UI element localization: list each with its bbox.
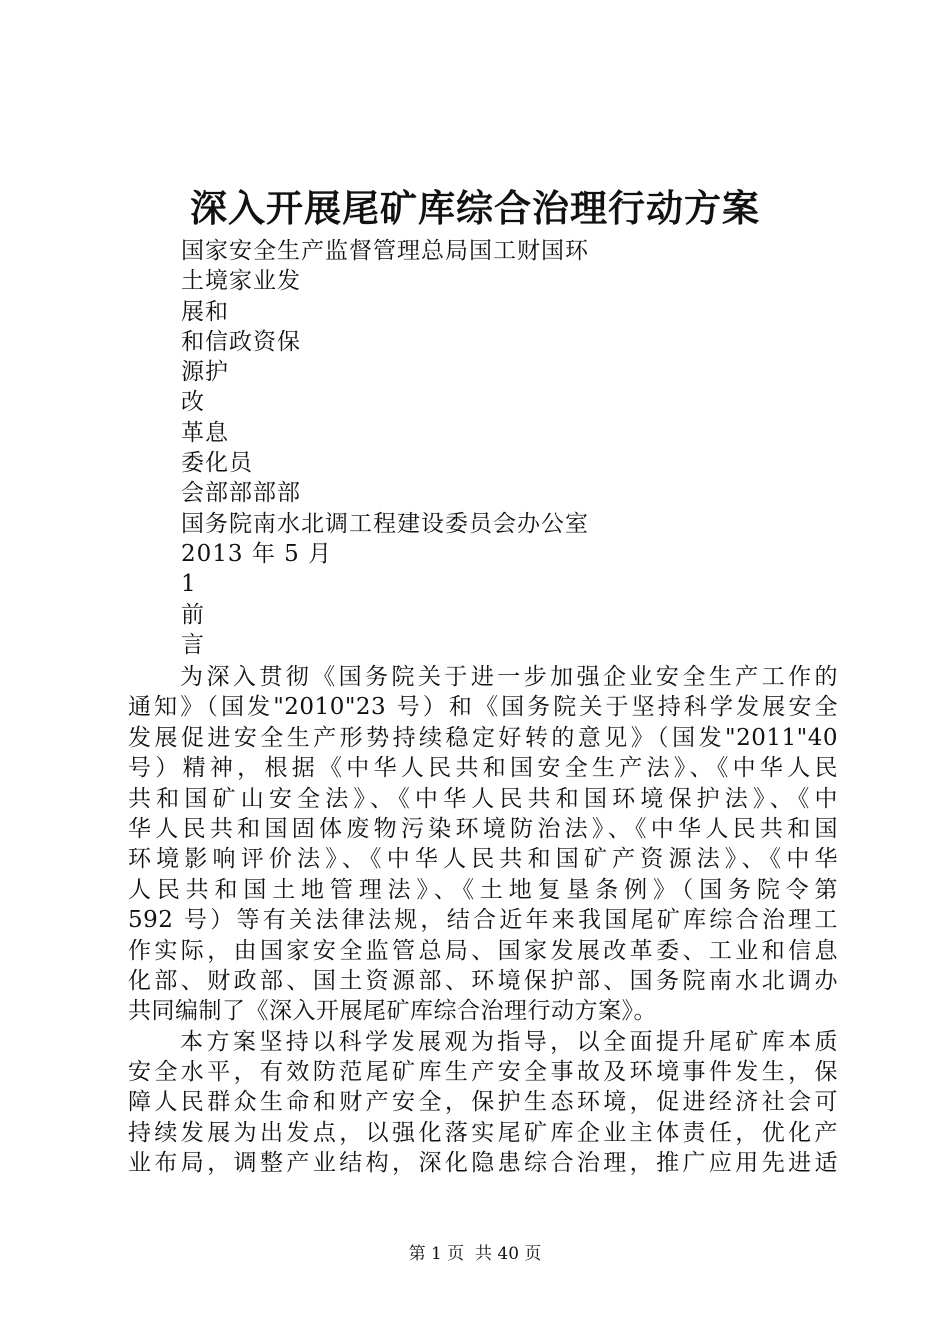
page-footer: 第 1 页 共 40 页 [408, 1244, 542, 1264]
issuer-line: 会部部部部 [181, 480, 301, 507]
document-title: 深入开展尾矿库综合治理行动方案 [190, 186, 760, 230]
issuer-line: 国家安全生产监督管理总局国工财国环 [181, 238, 589, 264]
body-line: 为深入贯彻《国务院关于进一步加强企业安全生产工作的 [180, 664, 838, 690]
issuer-line: 土境家业发 [181, 268, 301, 295]
issuer-block [181, 236, 821, 660]
body-line: 通知》（国发"2010"23 号）和《国务院关于坚持科学发展安全 [128, 694, 838, 721]
preface-heading-char: 前 [181, 601, 205, 628]
page-number-line: 1 [181, 571, 197, 598]
date-line: 2013 年 5 月 [181, 540, 333, 567]
issuer-line: 展和 [181, 298, 229, 325]
body-line: 华人民共和国固体废物污染环境防治法》、《中华人民共和国 [128, 815, 838, 842]
issuer-line: 改 [181, 389, 205, 416]
body-line: 持续发展为出发点，以强化落实尾矿库企业主体责任，优化产 [128, 1119, 838, 1146]
preface-heading-char: 言 [181, 631, 205, 658]
body-line: 共和国矿山安全法》、《中华人民共和国环境保护法》、《中 [128, 785, 838, 812]
issuer-line: 国务院南水北调工程建设委员会办公室 [181, 510, 589, 537]
body-line: 本方案坚持以科学发展观为指导，以全面提升尾矿库本质 [180, 1028, 838, 1055]
body-line: 人民共和国土地管理法》、《土地复垦条例》（国务院令第 [128, 876, 838, 903]
body-line: 发展促进安全生产形势持续稳定好转的意见》（国发"2011"40 [128, 724, 838, 751]
preface-body [128, 662, 838, 1179]
body-line: 号）精神，根据《中华人民共和国安全生产法》、《中华人民 [128, 755, 838, 782]
issuer-line: 和信政资保 [181, 328, 301, 355]
issuer-line: 委化员 [181, 450, 253, 477]
issuer-line: 源护 [181, 359, 229, 386]
body-line: 障人民群众生命和财产安全，保护生态环境，促进经济社会可 [128, 1089, 838, 1116]
body-line: 环境影响评价法》、《中华人民共和国矿产资源法》、《中华 [128, 846, 838, 873]
body-line: 化部、财政部、国土资源部、环境保护部、国务院南水北调办 [128, 967, 838, 994]
body-line: 业布局，调整产业结构，深化隐患综合治理，推广应用先进适 [128, 1150, 838, 1177]
body-line: 592 号）等有关法律法规，结合近年来我国尾矿库综合治理工 [128, 907, 838, 934]
issuer-line: 革息 [181, 419, 229, 446]
body-line: 安全水平，有效防范尾矿库生产安全事故及环境事件发生，保 [128, 1059, 838, 1086]
body-line: 作实际，由国家安全监管总局、国家发展改革委、工业和信息 [128, 937, 838, 964]
body-line: 共同编制了《深入开展尾矿库综合治理行动方案》。 [128, 998, 657, 1025]
